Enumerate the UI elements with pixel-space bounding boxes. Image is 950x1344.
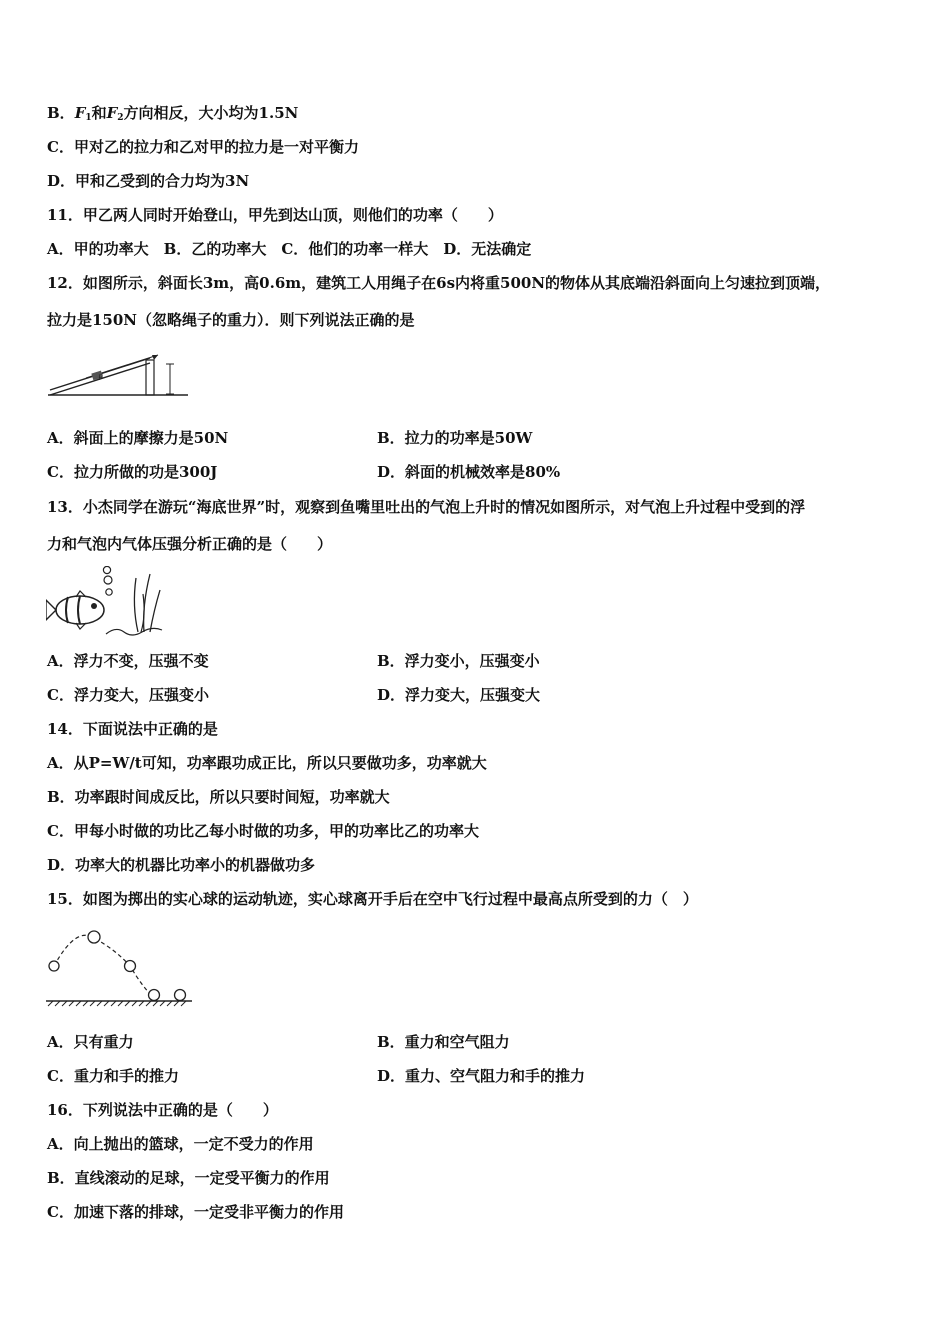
q16-option-a: A．向上抛出的篮球，一定不受力的作用	[47, 1135, 314, 1153]
q14-option-a: A．从P=W/t可知，功率跟功成正比，所以只要做功多，功率就大	[47, 754, 487, 772]
q15-option-b: B．重力和空气阻力	[377, 1033, 510, 1051]
var-f2-sub: 2	[117, 113, 124, 123]
q11-stem: 11．甲乙两人同时开始登山，甲先到达山顶，则他们的功率（ ）	[47, 206, 503, 224]
q12-stem-line1: 12．如图所示，斜面长3m，高0.6m，建筑工人用绳子在6s内将重500N的物体从其底端沿斜面向上匀速拉到顶端，	[47, 274, 831, 292]
q12-option-b: B．拉力的功率是50W	[377, 429, 533, 447]
q10-option-c: C．甲对乙的拉力和乙对甲的拉力是一对平衡力	[47, 138, 359, 156]
q13-option-a: A．浮力不变，压强不变	[47, 652, 209, 670]
q15-option-c: C．重力和手的推力	[47, 1067, 179, 1085]
fish-bubbles-figure	[46, 566, 166, 638]
q10-option-b-prefix: B．	[47, 104, 75, 122]
q15-option-a: A．只有重力	[47, 1033, 134, 1051]
q16-stem: 16．下列说法中正确的是（ ）	[47, 1101, 278, 1119]
ball-trajectory-figure	[46, 926, 194, 1008]
q15-option-d: D．重力、空气阻力和手的推力	[377, 1067, 586, 1085]
q14-option-d: D．功率大的机器比功率小的机器做功多	[47, 856, 316, 874]
q15-stem: 15．如图为掷出的实心球的运动轨迹，实心球离开手后在空中飞行过程中最高点所受到的力（ ）	[47, 890, 698, 908]
q14-option-b: B．功率跟时间成反比，所以只要时间短，功率就大	[47, 788, 390, 806]
q10-option-b-and: 和	[91, 104, 107, 122]
q14-option-c: C．甲每小时做的功比乙每小时做的功多，甲的功率比乙的功率大	[47, 822, 479, 840]
q12-option-a: A．斜面上的摩擦力是50N	[47, 429, 229, 447]
q16-option-b: B．直线滚动的足球，一定受平衡力的作用	[47, 1169, 330, 1187]
q13-option-d: D．浮力变大，压强变大	[377, 686, 541, 704]
q10-option-b-text: 方向相反，大小均为1.5N	[123, 104, 299, 122]
q12-stem-line2: 拉力是150N（忽略绳子的重力）．则下列说法正确的是	[47, 311, 415, 329]
var-f1: F	[74, 104, 86, 122]
q10-option-b	[47, 103, 298, 128]
q16-option-c: C．加速下落的排球，一定受非平衡力的作用	[47, 1203, 344, 1221]
q13-option-c: C．浮力变大，压强变小	[47, 686, 209, 704]
q12-option-d: D．斜面的机械效率是80%	[377, 463, 561, 481]
q12-option-c: C．拉力所做的功是300J	[47, 463, 218, 481]
q13-stem-line2: 力和气泡内气体压强分析正确的是（ ）	[47, 535, 333, 553]
incline-label: F	[98, 374, 103, 382]
q11-options: A．甲的功率大 B．乙的功率大 C．他们的功率一样大 D．无法确定	[47, 240, 532, 258]
q13-option-b: B．浮力变小，压强变小	[377, 652, 540, 670]
incline-figure	[46, 350, 190, 400]
q13-stem-line1: 13．小杰同学在游玩“海底世界”时，观察到鱼嘴里吐出的气泡上升时的情况如图所示，对气泡上升过程中受到的浮	[47, 498, 806, 516]
q14-stem: 14．下面说法中正确的是	[47, 720, 218, 738]
var-f2: F	[106, 104, 118, 122]
q10-option-d: D．甲和乙受到的合力均为3N	[47, 172, 250, 190]
var-f1-sub: 1	[85, 113, 92, 123]
